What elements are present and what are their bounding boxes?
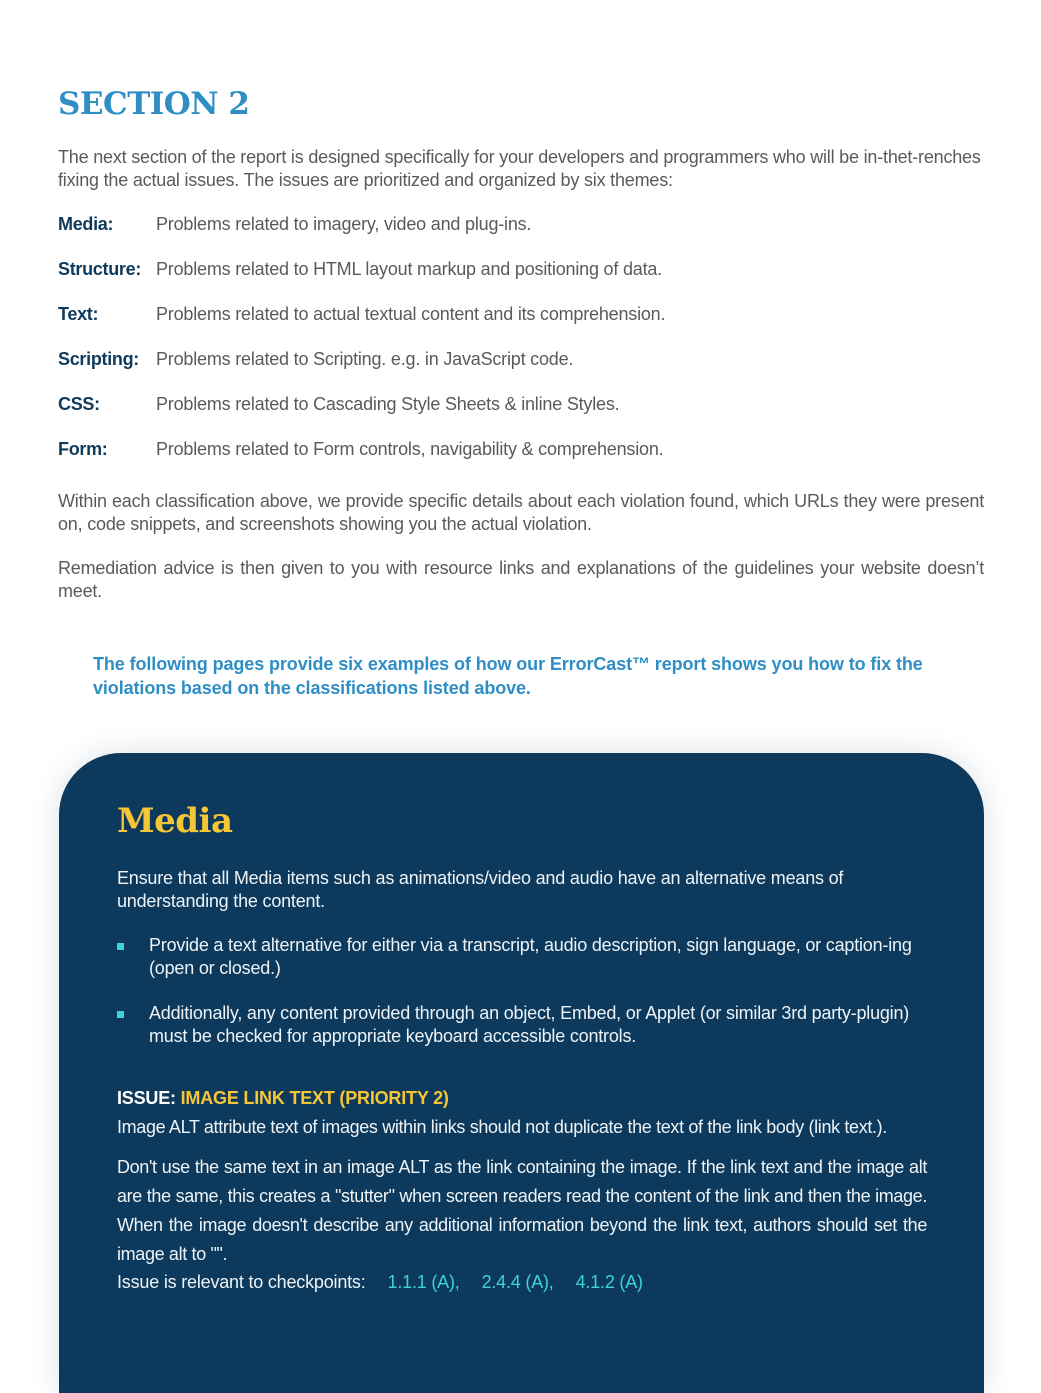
- theme-list: [58, 212, 984, 482]
- media-card-title: Media: [117, 801, 233, 841]
- checkpoints-line: [117, 1270, 665, 1294]
- square-bullet-icon: [117, 1011, 124, 1018]
- theme-key: Text:: [58, 304, 99, 324]
- theme-key: CSS:: [58, 394, 100, 414]
- issue-summary: Image ALT attribute text of images within links should not duplicate the text of the link body (link text.).: [117, 1117, 887, 1137]
- errorcast-callout: The following pages provide six examples of how our ErrorCast™ report shows you how to fix the violations based on the classifications listed above.: [93, 654, 923, 698]
- bullet-text: Additionally, any content provided through an object, Embed, or Applet (or similar 3rd party-plugin) must be checked for appropriate keyboard accessible controls.: [149, 1003, 910, 1046]
- checkpoints-label: Issue is relevant to checkpoints:: [117, 1272, 366, 1292]
- theme-item-structure: [58, 257, 984, 302]
- theme-key: Media:: [58, 214, 114, 234]
- media-card: [59, 753, 984, 1393]
- issue-heading: [117, 1087, 449, 1109]
- theme-key: Structure:: [58, 259, 142, 279]
- theme-key: Form:: [58, 439, 108, 459]
- theme-item-form: [58, 437, 984, 482]
- bullet-item: [117, 934, 927, 980]
- checkpoint-link[interactable]: 4.1.2 (A): [575, 1272, 643, 1292]
- theme-description: Problems related to imagery, video and plug-ins.: [156, 214, 532, 234]
- theme-description: Problems related to Form controls, navigability & comprehension.: [156, 439, 664, 459]
- media-card-intro: Ensure that all Media items such as animations/video and audio have an alternative means of understanding the content.: [117, 868, 844, 911]
- theme-key: Scripting:: [58, 349, 139, 369]
- bullet-item: [117, 1002, 927, 1048]
- theme-item-text: [58, 302, 984, 347]
- checkpoint-link[interactable]: 2.4.4 (A),: [481, 1272, 554, 1292]
- theme-item-css: [58, 392, 984, 437]
- details-paragraph: Within each classification above, we provide specific details about each violation found, which URLs they were present on, code snippets, and screenshots showing you the actual violation.: [58, 491, 984, 534]
- media-bullet-list: [117, 934, 927, 1070]
- theme-description: Problems related to Cascading Style Sheets & inline Styles.: [156, 394, 620, 414]
- issue-name: IMAGE LINK TEXT (PRIORITY 2): [180, 1088, 449, 1108]
- section-intro: The next section of the report is designed specifically for your developers and programmers who will be in-thet-renches fixing the actual issues. The issues are prioritized and organized by six themes:: [58, 147, 981, 190]
- issue-body: Don't use the same text in an image ALT as the link containing the image. If the link text and the image alt are the same, this creates a "stutter" when screen readers read the content of the link and then the image. When the image doesn't describe any additional information beyond the link text, authors should set the image alt to "".: [117, 1157, 927, 1264]
- theme-description: Problems related to HTML layout markup and positioning of data.: [156, 259, 663, 279]
- bullet-text: Provide a text alternative for either via a transcript, audio description, sign language, or caption-ing (open or closed.): [149, 935, 912, 978]
- theme-description: Problems related to actual textual content and its comprehension.: [156, 304, 666, 324]
- theme-item-scripting: [58, 347, 984, 392]
- checkpoint-link[interactable]: 1.1.1 (A),: [387, 1272, 460, 1292]
- section-title: SECTION 2: [58, 86, 250, 122]
- issue-prefix: ISSUE:: [117, 1088, 181, 1108]
- square-bullet-icon: [117, 943, 124, 950]
- theme-description: Problems related to Scripting. e.g. in JavaScript code.: [156, 349, 574, 369]
- remediation-paragraph: Remediation advice is then given to you with resource links and explanations of the guidelines your website doesn’t meet.: [58, 558, 984, 601]
- theme-item-media: [58, 212, 984, 257]
